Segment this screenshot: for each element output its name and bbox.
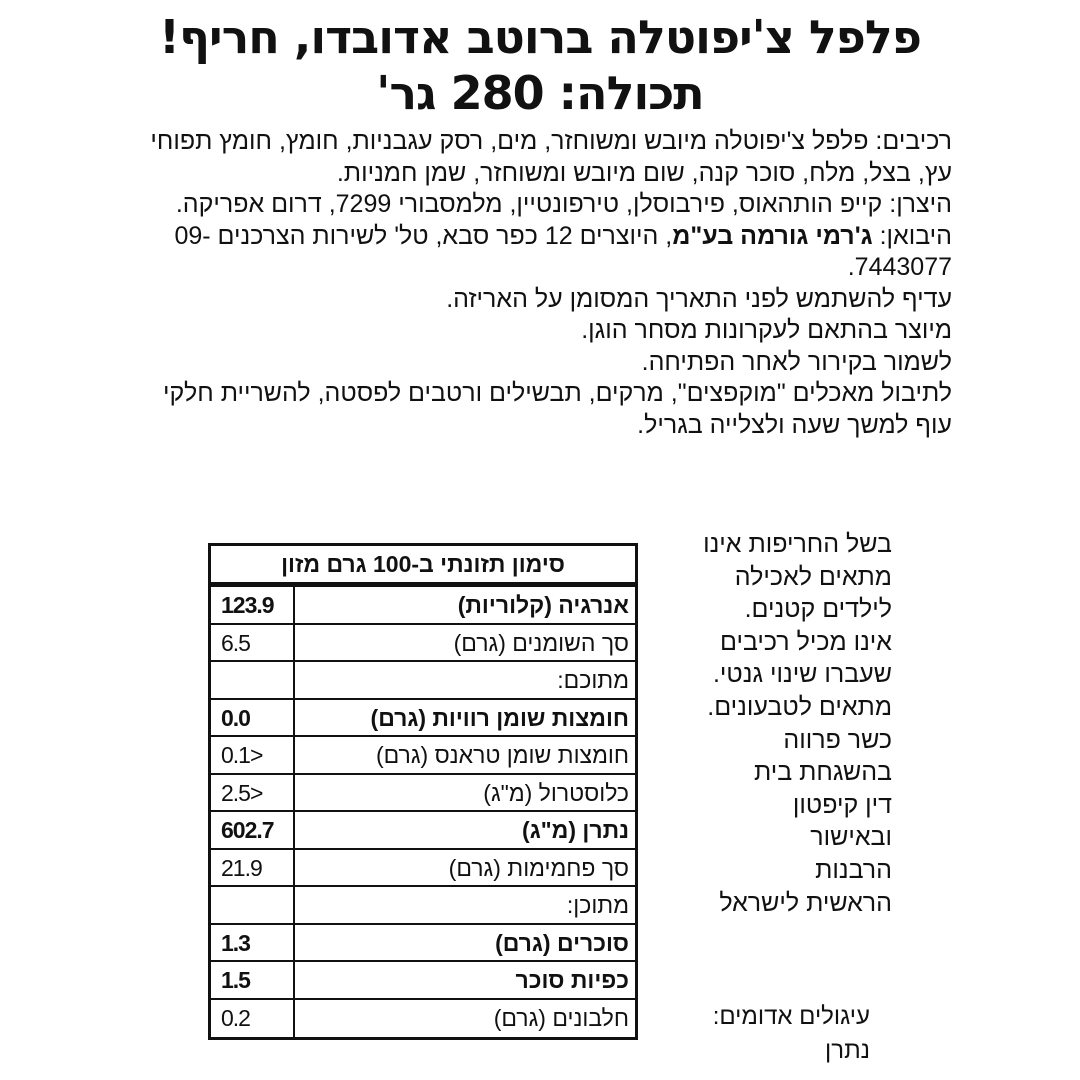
nutrient-name: סוכרים (גרם) [495,929,629,956]
side-note-line: לילדים קטנים. [744,595,892,624]
nutrient-value: 1.3 [211,925,295,961]
side-note-line: הרבנות [815,855,892,884]
importer-name: ג'רמי גורמה בע"מ [672,221,873,250]
nutrition-table [208,543,638,1040]
side-note-line: בשל החריפות אינו [703,530,892,558]
nutrition-row [211,1000,635,1038]
side-note-line: מתאים לטבעונים. [707,692,892,721]
product-title: פלפל צ'יפוטלה ברוטב אדובדו, חריף! [159,10,921,64]
nutrient-value [211,887,295,923]
nutrient-name: חומצות שומן רוויות (גרם) [370,704,629,731]
nutrition-row [211,962,635,1000]
nutrient-value: 0.0 [211,700,295,736]
red-circles-item: נתרן [825,1037,870,1064]
use-by-note: עדיף להשתמש לפני התאריך המסומן על האריזה. [446,284,952,313]
ingredients-paragraph: רכיבים: פלפל צ'יפוטלה מיובש ומשוחזר, מים, רסק עגבניות, חומץ, חומץ תפוחי עץ, בצל, מלח, סוכר קנה, שום מיובש ומשוחזר, שמן חמניות. [150,127,952,187]
manufacturer-paragraph: היצרן: קייפ הותהאוס, פירבוסלן, טירפונטיין, מלמסבורי 7299, דרום אפריקה. [175,190,952,218]
side-note-line: שעברו שינוי גנטי. [712,660,892,689]
nutrient-name: מתוכן: [566,892,629,918]
nutrition-row [211,587,635,625]
nutrient-name: כפיות סוכר [515,967,629,993]
nutrient-name: חלבונים (גרם) [493,1004,629,1031]
side-note-line: ובאישור [810,823,892,852]
nutrient-value: 1.5 [211,962,295,998]
usage-note: לתיבול מאכלים "מוקפצים", מרקים, תבשילים ורטבים לפסטה, להשריית חלקי עוף למשך שעה ולצלייה בגריל. [163,379,952,439]
nutrient-value: 123.9 [211,587,295,623]
importer-details: , היוצרים 12 כפר סבא, טל' לשירות הצרכנים 09-7443077. [174,221,952,281]
nutrient-name: אנרגיה (קלוריות) [457,592,629,618]
product-net-weight: תכולה: 280 גר' [376,66,704,120]
importer-prefix: היבואן: [872,221,952,250]
side-notes [652,528,892,919]
nutrient-value: 6.5 [211,625,295,661]
nutrient-name: נתרן (מ"ג) [522,817,629,843]
label-body-text [122,126,952,441]
side-note-line: דין קיפטון [792,790,892,819]
nutrient-name: סך פחמימות (גרם) [448,854,629,881]
nutrition-row [211,925,635,963]
side-note-line: אינו מכיל רכיבים [720,627,892,656]
nutrition-row [211,662,635,700]
importer-paragraph [122,221,952,284]
side-note-line: הראשית לישראל [719,888,892,917]
nutrient-value [211,662,295,698]
side-note-line: כשר פרווה [783,725,892,754]
red-circles-note [713,1000,870,1068]
nutrient-name: כלוסטרול (מ"ג) [483,779,629,806]
nutrition-row [211,700,635,738]
nutrition-row [211,775,635,813]
nutrition-row [211,812,635,850]
nutrient-name: מתוכם: [557,667,629,693]
nutrient-value: 21.9 [211,850,295,886]
nutrient-value: 2.5> [211,775,295,811]
nutrient-name: חומצות שומן טראנס (גרם) [375,742,629,768]
nutrient-value: 602.7 [211,812,295,848]
fair-trade-note: מיוצר בהתאם לעקרונות מסחר הוגן. [581,316,952,344]
nutrient-name: סך השומנים (גרם) [453,629,629,656]
side-note-line: בהשגחת בית [753,758,892,787]
side-note-line: מתאים לאכילה [734,562,892,591]
nutrition-row [211,737,635,775]
nutrient-value: 0.2 [211,1000,295,1038]
red-circles-label: עיגולים אדומים: [712,1003,870,1030]
nutrient-value: 0.1> [211,737,295,773]
storage-note: לשמור בקירור לאחר הפתיחה. [641,347,952,376]
nutrition-table-header: סימון תזונתי ב-100 גרם מזון [211,546,635,587]
nutrition-row [211,850,635,888]
nutrition-row [211,887,635,925]
nutrition-row [211,625,635,663]
